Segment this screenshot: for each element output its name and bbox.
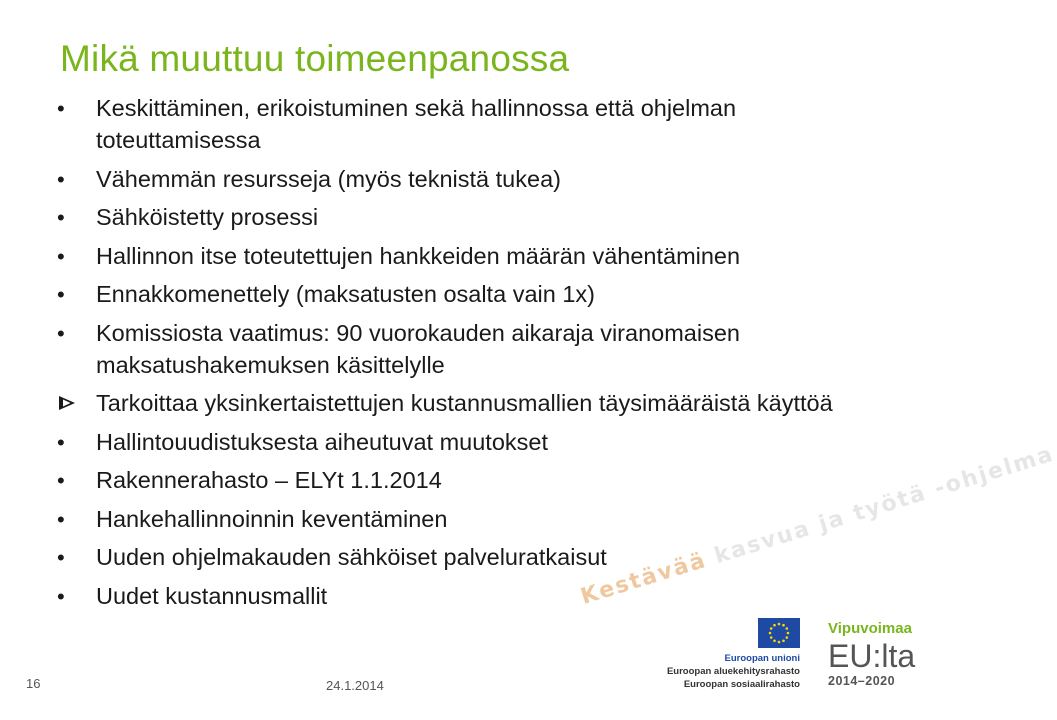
bullet-text: Hallintouudistuksesta aiheutuvat muutokset [96, 428, 548, 455]
bullet-item [56, 201, 896, 233]
vipuvoimaa-years: 2014–2020 [828, 674, 896, 688]
bullet-item [56, 580, 896, 612]
slide-date: 24.1.2014 [326, 678, 384, 693]
arrow-bullet-icon [57, 387, 81, 419]
eu-logo-text [667, 652, 800, 691]
bullet-dot-icon [57, 580, 81, 613]
bullet-text: Hankehallinnoinnin keventäminen [96, 505, 448, 532]
bullet-dot-icon [57, 201, 81, 234]
bullet-item [56, 317, 896, 381]
bullet-dot-icon [57, 163, 81, 196]
bullet-text: Sähköistetty prosessi [96, 204, 319, 230]
bullet-dot-icon [57, 541, 81, 574]
bullet-item [56, 278, 896, 310]
eu-flag-icon [758, 618, 800, 648]
bullet-dot-icon [57, 92, 81, 125]
watermark-part2: kasvua ja työtä -ohjelma [711, 441, 1057, 570]
slide-title: Mikä muuttuu toimeenpanossa [60, 38, 570, 79]
bullet-dot-icon [57, 503, 81, 536]
bullet-text: Komissiosta vaatimus: 90 vuorokauden aikaraja viranomaisen maksatushakemuksen käsittelylle [96, 319, 740, 378]
vipuvoimaa-title: Vipuvoimaa [828, 620, 912, 637]
watermark-part1: Kestävää [578, 545, 719, 610]
bullet-dot-icon [57, 240, 81, 273]
page-number: 16 [26, 676, 41, 691]
eu-line: Euroopan aluekehitysrahasto [666, 666, 800, 677]
bullet-text: Uudet kustannusmallit [96, 582, 328, 609]
bullet-text: Vähemmän resursseja (myös teknistä tukea) [96, 165, 561, 192]
bullet-dot-icon [57, 278, 81, 311]
bullet-dot-icon [57, 317, 81, 350]
bullet-text: Uuden ohjelmakauden sähköiset palveluratkaisut [96, 544, 607, 570]
bullet-item [56, 426, 896, 458]
bullet-text: Ennakkomenettely (maksatusten osalta vain 1x) [96, 281, 595, 307]
bullet-dot-icon [57, 426, 81, 459]
bullet-text: Rakennerahasto – ELYt 1.1.2014 [96, 467, 442, 493]
eu-line: Euroopan unioni [724, 653, 800, 664]
bullet-text: Hallinnon itse toteutettujen hankkeiden määrän vähentäminen [96, 242, 741, 269]
bullet-item [56, 240, 896, 272]
bullet-text: Tarkoittaa yksinkertaistettujen kustannusmallien täysimääräistä käyttöä [96, 390, 833, 416]
bullet-item [56, 163, 896, 195]
vipuvoimaa-eu: EU:lta [828, 638, 916, 674]
bullet-text: Keskittäminen, erikoistuminen sekä hallinnossa että ohjelman toteuttamisessa [96, 95, 737, 153]
bullet-item [56, 387, 896, 419]
bullet-item [56, 464, 896, 496]
eu-line: Euroopan sosiaalirahasto [683, 679, 800, 690]
bullet-item [56, 92, 896, 156]
bullet-dot-icon [57, 464, 81, 497]
